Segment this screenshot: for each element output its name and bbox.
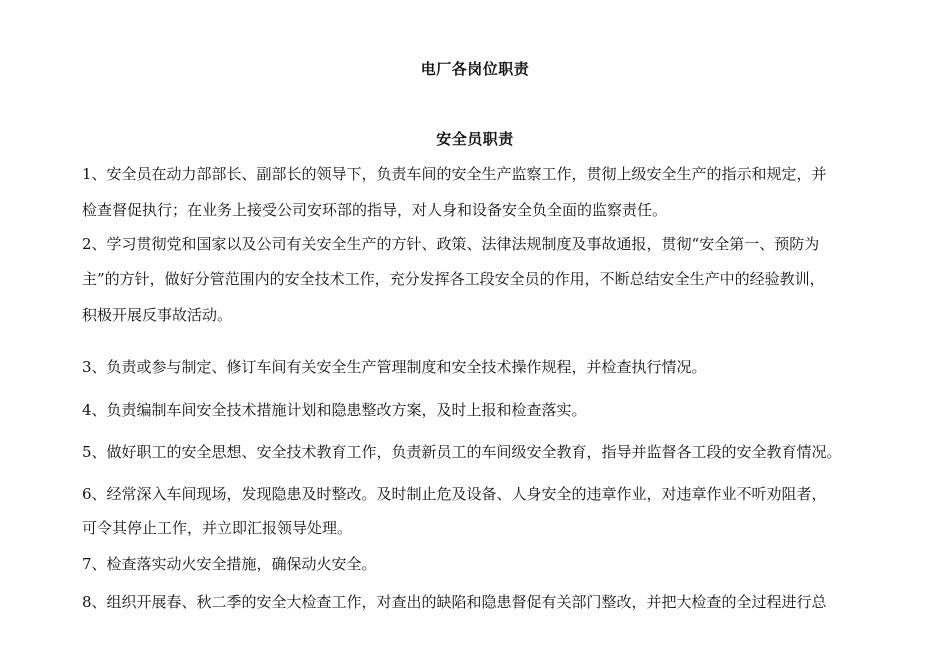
paragraph-line: 主”的方针，做好分管范围内的安全技术工作，充分发挥各工段安全员的作用，不断总结安全生产中的经验教训，: [82, 270, 825, 288]
paragraph-line: 6、经常深入车间现场，发现隐患及时整改。及时制止危及设备、人身安全的违章作业，对违章作业不听劝阻者，: [82, 485, 827, 503]
paragraph-line: 可令其停止工作，并立即汇报领导处理。: [82, 519, 353, 537]
paragraph-line: 8、组织开展春、秋二季的安全大检查工作，对查出的缺陷和隐患督促有关部门整改，并把大检查的全过程进行总: [82, 593, 827, 611]
paragraph-line: 5、做好职工的安全思想、安全技术教育工作，负责新员工的车间级安全教育，指导并监督各工段的安全教育情况。: [82, 443, 842, 461]
paragraph-line: 1、安全员在动力部部长、副部长的领导下，负责车间的安全生产监察工作，贯彻上级安全生产的指示和规定，并: [82, 165, 827, 183]
paragraph-line: 积极开展反事故活动。: [82, 306, 233, 324]
section-title: 安全员职责: [436, 130, 514, 148]
paragraph-line: 2、学习贯彻党和国家以及公司有关安全生产的方针、政策、法律法规制度及事故通报，贯彻“安全第一、预防为: [82, 235, 820, 253]
paragraph-line: 4、负责编制车间安全技术措施计划和隐患整改方案，及时上报和检查落实。: [82, 401, 587, 419]
document-title: 电厂各岗位职责: [420, 60, 530, 78]
paragraph-line: 检查督促执行；在业务上接受公司安环部的指导，对人身和设备安全负全面的监察责任。: [82, 201, 668, 219]
paragraph-line: 3、负责或参与制定、修订车间有关安全生产管理制度和安全技术操作规程，并检查执行情况。: [82, 358, 707, 376]
paragraph-line: 7、检查落实动火安全措施，确保动火安全。: [82, 555, 377, 573]
